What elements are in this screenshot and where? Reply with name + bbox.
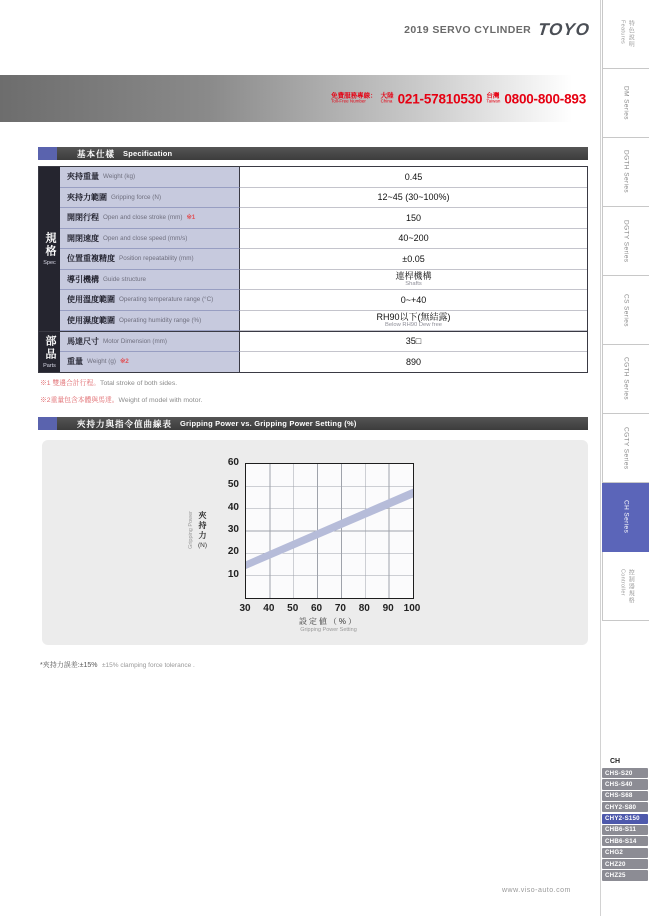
menu-item-chy2-s80[interactable]: CHY2-S80 <box>602 802 648 812</box>
china-phone-number: 021-57810530 <box>397 91 483 106</box>
value-text: 連桿機構 <box>395 270 432 281</box>
value-subtext: Below RH90 Dew free <box>384 322 443 329</box>
table-group-spec <box>39 167 60 331</box>
tab-label: CGTY Series <box>622 426 630 470</box>
spec-row-value <box>240 290 587 311</box>
row-label-en: Gripping force (N) <box>111 193 162 201</box>
spec-row-label <box>60 249 240 270</box>
contact-bar <box>0 75 596 122</box>
y-tick-label: 20 <box>227 546 239 558</box>
spec-row-value <box>240 331 587 352</box>
chart-svg <box>246 464 413 598</box>
y-tick-label: 10 <box>227 568 239 580</box>
x-tick-label: 40 <box>263 603 275 614</box>
tab-cgth-series[interactable] <box>602 345 649 414</box>
y-tick-label: 50 <box>227 479 239 491</box>
model-menu <box>602 756 648 882</box>
y-tick-label: 30 <box>227 524 239 535</box>
menu-item-chb6-s14[interactable]: CHB6-S14 <box>602 836 648 846</box>
tab-label-zh: 特色說明 <box>627 20 634 48</box>
catalog-title: 2019 SERVO CYLINDER <box>404 24 532 36</box>
spec-row-label <box>60 270 240 291</box>
tab-label <box>619 569 633 604</box>
group-label-en: Parts <box>43 363 56 369</box>
tab-label: DGTY Series <box>622 219 630 263</box>
menu-item-chs-s40[interactable]: CHS-S40 <box>602 779 648 789</box>
value-text: 0.45 <box>404 171 423 182</box>
row-label-en: Weight (g) <box>87 358 116 366</box>
footnote-1: ※1 雙邊合計行程。Total stroke of both sides. <box>40 380 178 387</box>
china-label: 大陸 China <box>380 92 394 104</box>
spec-row-label <box>60 290 240 311</box>
value-text: 890 <box>405 356 422 367</box>
row-label-en: Position repeatability (mm) <box>119 255 194 263</box>
gripping-power-chart <box>42 440 588 645</box>
row-label-zh: 重量 <box>67 357 83 367</box>
spec-row-value <box>240 229 587 250</box>
taiwan-label: 台灣 Taiwan <box>486 92 501 104</box>
row-label-en: Open and close stroke (mm) <box>103 214 183 222</box>
value-text: 0~+40 <box>400 294 427 305</box>
spec-row-value <box>240 270 587 291</box>
tab-label: CGTH Series <box>622 357 630 401</box>
tab-label-en: Features <box>619 20 626 45</box>
tab-label: DM Series <box>622 86 630 120</box>
value-text: ±0.05 <box>402 253 425 264</box>
spec-row-value <box>240 352 587 373</box>
x-axis-label-en: Gripping Power Setting <box>300 627 357 633</box>
y-axis-label-zh-wrap <box>197 511 208 549</box>
row-label-zh: 導引機構 <box>67 274 99 284</box>
tab-cgty-series[interactable] <box>602 414 649 483</box>
row-label-en: Operating humidity range (%) <box>119 316 202 324</box>
value-text: 35□ <box>405 336 422 347</box>
menu-item-chs-s68[interactable]: CHS-S68 <box>602 791 648 801</box>
tab-features[interactable] <box>602 0 649 69</box>
section-accent-square <box>38 417 57 430</box>
brand-header <box>404 20 590 40</box>
x-tick-label: 30 <box>239 603 251 614</box>
tab-label: CS Series <box>622 293 630 327</box>
y-axis-label <box>188 485 208 575</box>
spec-row-value <box>240 188 587 209</box>
tab-cs-series[interactable] <box>602 276 649 345</box>
y-axis-unit: (N) <box>197 542 208 549</box>
menu-item-chz20[interactable]: CHZ20 <box>602 859 648 869</box>
chart-title-en: Gripping Power vs. Gripping Power Setting (%) <box>180 419 357 428</box>
tab-dm-series[interactable] <box>602 69 649 138</box>
tab-dgty-series[interactable] <box>602 207 649 276</box>
x-tick-label: 50 <box>287 603 299 614</box>
footnote-2: ※2重量包含本體與馬達。Weight of model with motor. <box>40 397 203 404</box>
footer-url: www.viso-auto.com <box>502 887 571 894</box>
menu-item-chs-s20[interactable]: CHS-S20 <box>602 768 648 778</box>
taiwan-phone-number: 0800-800-893 <box>504 91 586 106</box>
spec-row-label <box>60 311 240 332</box>
spec-row-label <box>60 352 240 373</box>
spec-row-label <box>60 188 240 209</box>
x-tick-label: 80 <box>358 603 370 614</box>
tab-label-en: Controller <box>619 568 626 596</box>
row-label-en: Operating temperature range (°C) <box>119 296 214 304</box>
tollfree-label: 免費服務專線： Toll-Free Number <box>331 92 377 104</box>
table-group-parts <box>39 331 60 372</box>
table-footnotes <box>40 374 202 408</box>
chart-footnote: *夾持力誤差:±15% ±15% clamping force tolerance . <box>40 662 195 669</box>
value-text: 40~200 <box>398 233 429 244</box>
value-text: RH90以下(無結露) <box>376 311 451 322</box>
spec-row-value <box>240 311 587 332</box>
model-menu-title: CH <box>610 758 621 765</box>
menu-item-chg2[interactable]: CHG2 <box>602 848 648 858</box>
value-text: 12~45 (30~100%) <box>377 192 450 203</box>
spec-table <box>38 166 588 373</box>
section-title-bar <box>57 147 588 160</box>
spec-row-value <box>240 208 587 229</box>
group-label-zh: 部品 <box>44 335 56 361</box>
gripping-power-band <box>246 489 413 569</box>
x-tick-label: 100 <box>403 603 421 614</box>
tab-label <box>619 20 633 48</box>
menu-item-chb6-s11[interactable]: CHB6-S11 <box>602 825 648 835</box>
row-label-zh: 馬達尺寸 <box>67 336 99 346</box>
spec-row-label <box>60 208 240 229</box>
row-label-zh: 使用濕度範圍 <box>67 315 115 325</box>
x-tick-label: 90 <box>382 603 394 614</box>
group-label-zh: 規格 <box>44 232 56 258</box>
row-label-note: ※1 <box>186 214 196 222</box>
spec-row-label <box>60 331 240 352</box>
y-tick-label: 60 <box>227 457 239 468</box>
value-subtext: Shafts <box>405 281 422 288</box>
y-axis-label-zh: 夾持力 <box>198 511 207 541</box>
tab-label-zh: 控制器規格 <box>627 568 634 604</box>
sidebar-divider-line <box>600 0 601 916</box>
value-text: 150 <box>405 212 422 223</box>
row-label-en: Motor Dimension (mm) <box>103 337 168 345</box>
menu-item-chz25[interactable]: CHZ25 <box>602 870 648 880</box>
chart-title-zh: 夾持力與指令值曲線表 <box>77 418 173 429</box>
row-label-en: Weight (kg) <box>103 173 136 181</box>
spec-section-header <box>38 147 588 160</box>
chart-section-header <box>38 417 588 430</box>
spec-title-en: Specification <box>123 149 173 158</box>
row-label-zh: 使用溫度範圍 <box>67 295 115 305</box>
row-label-zh: 夾持力範圍 <box>67 192 107 202</box>
tab-ch-series[interactable] <box>602 483 649 552</box>
x-axis-label-zh: 設定値（%） <box>298 617 359 626</box>
menu-item-chy2-s150[interactable]: CHY2-S150 <box>602 814 648 824</box>
x-tick-label: 60 <box>311 603 323 614</box>
y-tick-label: 40 <box>227 501 239 513</box>
spec-row-value <box>240 167 587 188</box>
chart-plot-area <box>245 463 414 599</box>
tab-label: CH Series <box>622 500 630 534</box>
tab-dgth-series[interactable] <box>602 138 649 207</box>
row-label-note: ※2 <box>119 358 129 366</box>
series-tab-list <box>602 0 649 621</box>
section-title-bar <box>57 417 588 430</box>
row-label-zh: 開閉速度 <box>67 233 99 243</box>
row-label-en: Open and close speed (mm/s) <box>103 234 188 242</box>
section-accent-square <box>38 147 57 160</box>
row-label-zh: 位置重複精度 <box>67 254 115 264</box>
y-axis-label-en: Gripping Power <box>188 511 194 549</box>
row-label-en: Guide structure <box>103 275 147 283</box>
spec-row-label <box>60 167 240 188</box>
spec-title-zh: 基本仕樣 <box>77 148 116 159</box>
x-tick-label: 70 <box>334 603 346 614</box>
tab-label: DGTH Series <box>622 150 630 194</box>
contact-info <box>331 91 586 106</box>
row-label-zh: 開閉行程 <box>67 213 99 223</box>
group-label-en: Spec <box>43 260 56 266</box>
row-label-zh: 夾持重量 <box>67 172 99 182</box>
spec-row-value <box>240 249 587 270</box>
tab-controller[interactable] <box>602 552 649 621</box>
toyo-logo: TOYO <box>537 20 592 39</box>
spec-row-label <box>60 229 240 250</box>
